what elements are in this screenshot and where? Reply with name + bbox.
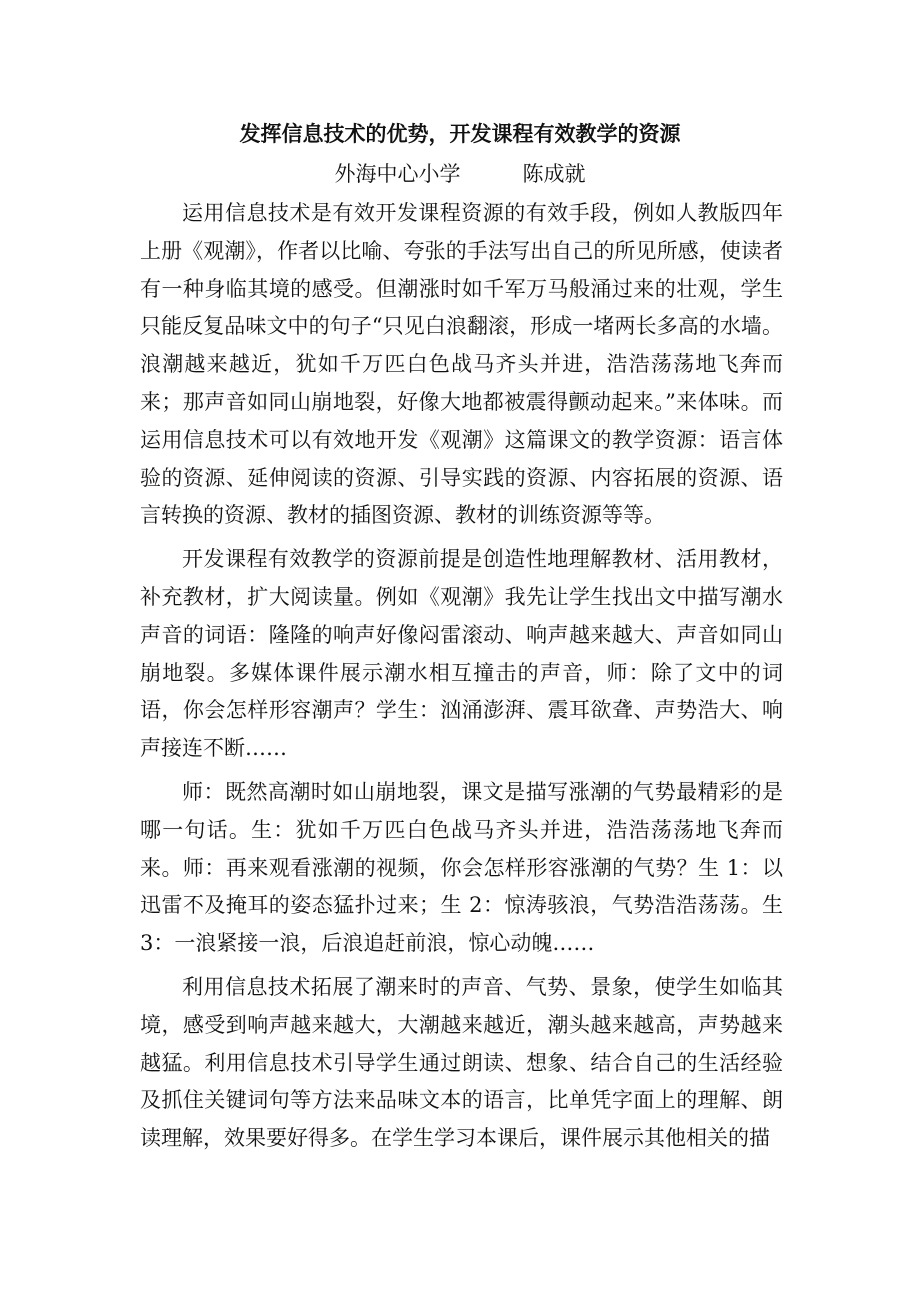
- paragraph-4: 利用信息技术拓展了潮来时的声音、气势、景象，使学生如临其境，感受到响声越来越大，大潮越来越近，潮头越来越高，声势越来越猛。利用信息技术引导学生通过朗读、想象、结合自己的生活经验及抓住关键词句等方法来品味文本的语言，比单凭字面上的理解、朗读理解，效果要好得多。在学生学习本课后，课件展示其他相关的描: [140, 974, 783, 1151]
- paragraph-2: 开发课程有效教学的资源前提是创造性地理解教材、活用教材，补充教材，扩大阅读量。例如《观潮》我先让学生找出文中描写潮水声音的词语：隆隆的响声好像闷雷滚动、响声越来越大、声音如同山崩地裂。多媒体课件展示潮水相互撞击的声音，师：除了文中的词语，你会怎样形容潮声？学生：汹涌澎湃、震耳欲聋、声势浩大、响声接连不断……: [140, 547, 783, 761]
- byline: [140, 157, 780, 191]
- school-name: 外海中心小学: [334, 162, 461, 186]
- paragraph-1: 运用信息技术是有效开发课程资源的有效手段，例如人教版四年上册《观潮》，作者以比喻、夸张的手法写出自己的所见所感，使读者有一种身临其境的感受。但潮涨时如千军万马般涌过来的壮观，学生只能反复品味文中的句子“只见白浪翻滚，形成一堵两长多高的水墙。浪潮越来越近，犹如千万匹白色战马齐头并进，浩浩荡荡地飞奔而来；那声音如同山崩地裂，好像大地都被震得颤动起来。”来体味。而运用信息技术可以有效地开发《观潮》这篇课文的教学资源：语言体验的资源、延伸阅读的资源、引导实践的资源、内容拓展的资源、语言转换的资源、教材的插图资源、教材的训练资源等等。: [140, 201, 783, 528]
- author-name: 陈成就: [522, 162, 586, 186]
- paragraph-3: 师：既然高潮时如山崩地裂，课文是描写涨潮的气势最精彩的是哪一句话。生：犹如千万匹白色战马齐头并进，浩浩荡荡地飞奔而来。师：再来观看涨潮的视频，你会怎样形容涨潮的气势？生 1：以迅雷不及掩耳的姿态猛扑过来；生 2：惊涛骇浪，气势浩浩荡荡。生 3：一浪紧接一浪，后浪追赶前浪，惊心动魄……: [140, 779, 783, 956]
- document-body: [140, 195, 783, 1164]
- document-title: 发挥信息技术的优势，开发课程有效教学的资源: [239, 121, 681, 146]
